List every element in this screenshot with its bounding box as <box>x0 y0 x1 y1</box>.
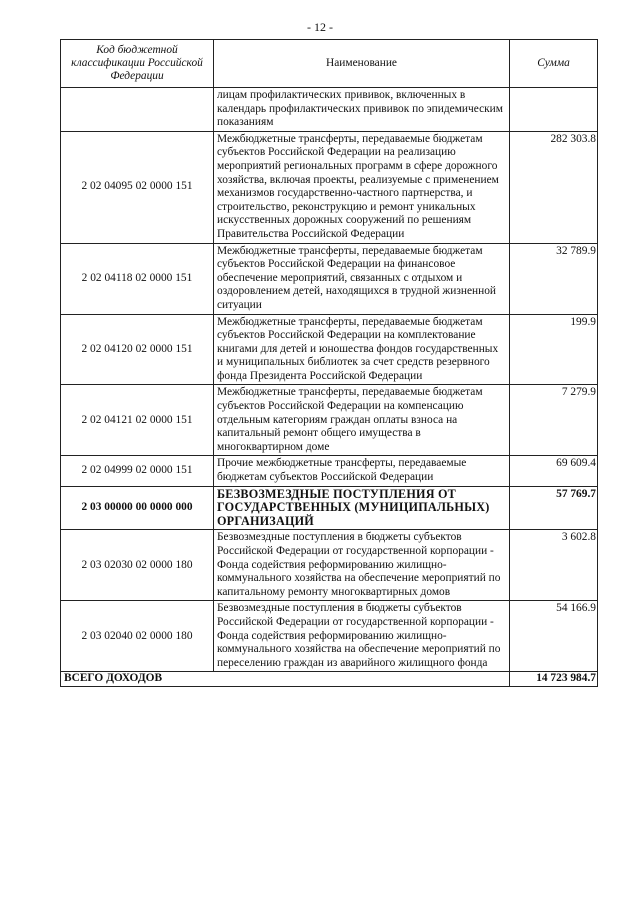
row-name: Межбюджетные трансферты, передаваемые бюджетам субъектов Российской Федерации на реализацию мероприятий региональных программ в сфере дорожного хозяйства, включая проекты, реализуемые с применением механизмов государственно-частного партнерства, и строительство, реконструкцию и ремонт уникальных искусственных дорожных сооружений по решениям Правительства Российской Федерации <box>214 131 510 243</box>
header-sum: Сумма <box>510 40 598 88</box>
row-code: 2 02 04095 02 0000 151 <box>61 131 214 243</box>
row-code: 2 03 00000 00 0000 000 <box>61 486 214 530</box>
row-sum: 57 769.7 <box>510 486 598 530</box>
table-row <box>61 601 598 672</box>
row-name: Межбюджетные трансферты, передаваемые бюджетам субъектов Российской Федерации на комплектование книгами для детей и юношества фондов государственных и муниципальных библиотек за счет средств резервного фонда Президента Российской Федерации <box>214 314 510 385</box>
table-row <box>61 456 598 486</box>
row-name: Межбюджетные трансферты, передаваемые бюджетам субъектов Российской Федерации на финансовое обеспечение мероприятий, связанных с отдыхом и оздоровлением детей, находящихся в трудной жизненной ситуации <box>214 243 510 314</box>
row-sum: 32 789.9 <box>510 243 598 314</box>
row-sum <box>510 88 598 132</box>
total-label: ВСЕГО ДОХОДОВ <box>61 672 510 687</box>
row-sum: 7 279.9 <box>510 385 598 456</box>
row-name: Прочие межбюджетные трансферты, передаваемые бюджетам субъектов Российской Федерации <box>214 456 510 486</box>
row-code: 2 03 02030 02 0000 180 <box>61 530 214 601</box>
row-code <box>61 88 214 132</box>
row-name: Межбюджетные трансферты, передаваемые бюджетам субъектов Российской Федерации на компенсацию отдельным категориям граждан оплаты взноса на капитальный ремонт общего имущества в многоквартирном доме <box>214 385 510 456</box>
total-row <box>61 672 598 687</box>
table-header-row <box>61 40 598 88</box>
table-row <box>61 385 598 456</box>
table-row-section <box>61 486 598 530</box>
total-sum: 14 723 984.7 <box>510 672 598 687</box>
table-row <box>61 314 598 385</box>
row-code: 2 02 04120 02 0000 151 <box>61 314 214 385</box>
row-code: 2 02 04118 02 0000 151 <box>61 243 214 314</box>
row-sum: 3 602.8 <box>510 530 598 601</box>
row-name: Безвозмездные поступления в бюджеты субъектов Российской Федерации от государственной корпорации - Фонда содействия реформированию жилищно-коммунального хозяйства на обеспечение мероприятий по переселению граждан из аварийного жилищного фонда <box>214 601 510 672</box>
row-name: БЕЗВОЗМЕЗДНЫЕ ПОСТУПЛЕНИЯ ОТ ГОСУДАРСТВЕННЫХ (МУНИЦИПАЛЬНЫХ) ОРГАНИЗАЦИЙ <box>214 486 510 530</box>
row-sum: 54 166.9 <box>510 601 598 672</box>
row-sum: 199.9 <box>510 314 598 385</box>
row-code: 2 03 02040 02 0000 180 <box>61 601 214 672</box>
page-number: - 12 - <box>307 20 333 34</box>
table-row <box>61 88 598 132</box>
header-code: Код бюджетной классификации Российской Федерации <box>61 40 214 88</box>
budget-revenue-table <box>60 39 598 687</box>
row-code: 2 02 04999 02 0000 151 <box>61 456 214 486</box>
row-sum: 282 303.8 <box>510 131 598 243</box>
header-name: Наименование <box>214 40 510 88</box>
table-row <box>61 131 598 243</box>
row-sum: 69 609.4 <box>510 456 598 486</box>
row-name: Безвозмездные поступления в бюджеты субъектов Российской Федерации от государственной корпорации - Фонда содействия реформированию жилищно-коммунального хозяйства на обеспечение мероприятий по капитальному ремонту многоквартирных домов <box>214 530 510 601</box>
row-code: 2 02 04121 02 0000 151 <box>61 385 214 456</box>
row-name: лицам профилактических прививок, включенных в календарь профилактических прививок по эпидемическим показаниям <box>214 88 510 132</box>
table-row <box>61 243 598 314</box>
table-row <box>61 530 598 601</box>
